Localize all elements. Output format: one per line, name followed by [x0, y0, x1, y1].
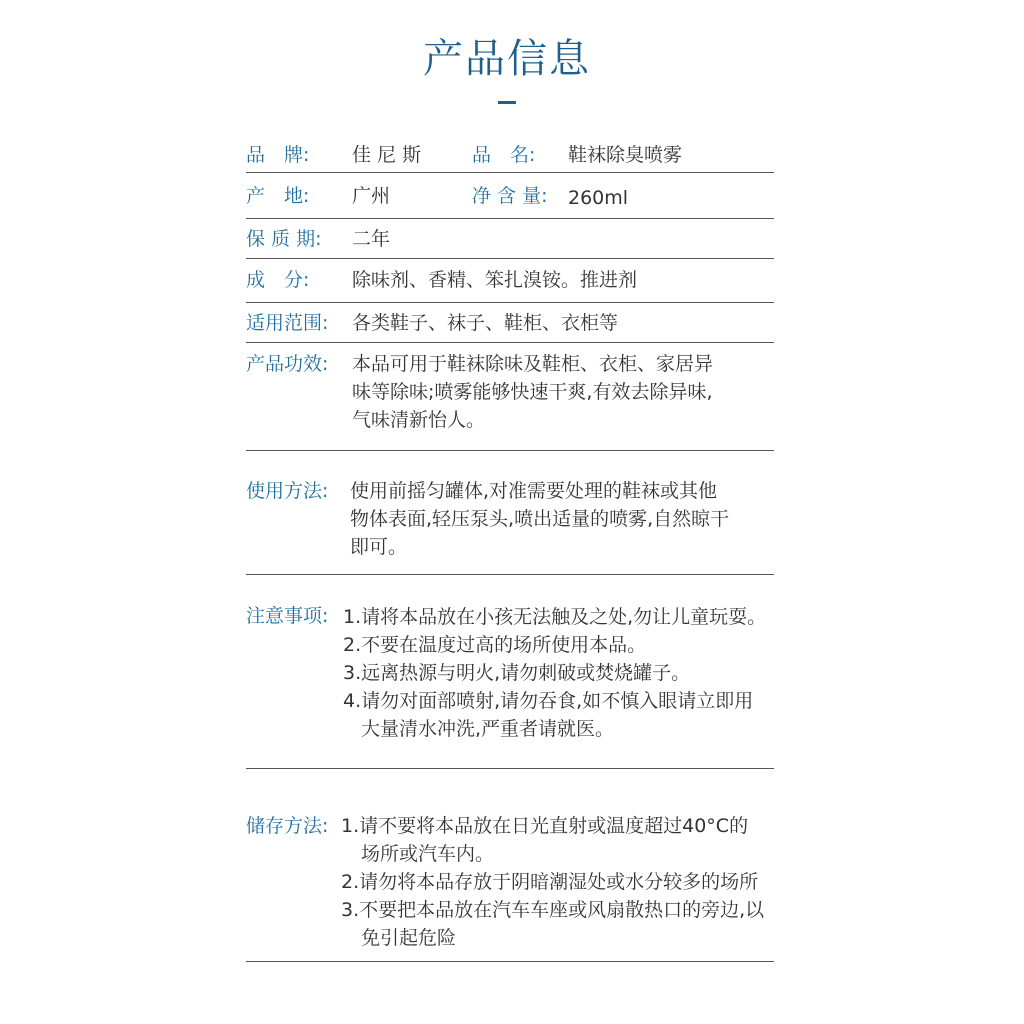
notes-line: 2.不要在温度过高的场所使用本品。 — [343, 634, 647, 656]
page-title: 产品信息 — [423, 36, 591, 82]
storage-line: 免引起危险 — [361, 927, 457, 949]
storage-text — [341, 812, 764, 952]
divider — [246, 342, 774, 343]
origin-label: 产 地: — [246, 185, 310, 207]
divider — [246, 450, 774, 451]
divider — [246, 302, 774, 303]
notes-label: 注意事项: — [246, 605, 329, 627]
divider — [246, 768, 774, 769]
effect-line: 气味清新怡人。 — [352, 409, 486, 431]
title-underline — [498, 101, 516, 104]
divider — [246, 961, 774, 962]
usage-line: 物体表面,轻压泵头,喷出适量的喷雾,自然晾干 — [350, 508, 730, 530]
brand-label: 品 牌: — [246, 144, 310, 166]
scope-value: 各类鞋子、袜子、鞋柜、衣柜等 — [352, 312, 619, 334]
product-name-value: 鞋袜除臭喷雾 — [568, 144, 683, 166]
storage-label: 储存方法: — [246, 815, 329, 837]
notes-line: 1.请将本品放在小孩无法触及之处,勿让儿童玩耍。 — [343, 606, 767, 628]
notes-line: 3.远离热源与明火,请勿刺破或焚烧罐子。 — [343, 662, 691, 684]
storage-line: 3.不要把本品放在汽车车座或风扇散热口的旁边,以 — [341, 899, 765, 921]
usage-line: 即可。 — [350, 536, 408, 558]
ingredients-label: 成 分: — [246, 269, 310, 291]
notes-line: 4.请勿对面部喷射,请勿吞食,如不慎入眼请立即用 — [343, 690, 754, 712]
notes-line: 大量清水冲洗,严重者请就医。 — [361, 718, 615, 740]
effect-line: 味等除味;喷雾能够快速干爽,有效去除异味, — [352, 381, 713, 403]
shelf-life-value: 二年 — [352, 228, 391, 250]
product-name-label: 品 名: — [472, 144, 536, 166]
notes-text — [343, 603, 766, 743]
scope-label: 适用范围: — [246, 312, 329, 334]
net-content-label: 净 含 量: — [472, 185, 548, 207]
ingredients-value: 除味剂、香精、笨扎溴铵。推进剂 — [352, 269, 638, 291]
usage-label: 使用方法: — [246, 480, 329, 502]
divider — [246, 258, 774, 259]
effect-label: 产品功效: — [246, 353, 329, 375]
shelf-life-label: 保 质 期: — [246, 228, 322, 250]
effect-line: 本品可用于鞋袜除味及鞋柜、衣柜、家居异 — [352, 353, 714, 375]
usage-line: 使用前摇匀罐体,对准需要处理的鞋袜或其他 — [350, 480, 718, 502]
storage-line: 2.请勿将本品存放于阴暗潮湿处或水分较多的场所 — [341, 871, 759, 893]
usage-text — [350, 477, 729, 561]
divider — [246, 574, 774, 575]
brand-value: 佳 尼 斯 — [352, 144, 422, 166]
storage-line: 场所或汽车内。 — [361, 843, 495, 865]
divider — [246, 218, 774, 219]
effect-text — [352, 350, 713, 434]
net-content-value: 260ml — [568, 187, 629, 209]
origin-value: 广州 — [352, 185, 391, 207]
divider — [246, 172, 774, 173]
storage-line: 1.请不要将本品放在日光直射或温度超过40°C的 — [341, 815, 749, 837]
